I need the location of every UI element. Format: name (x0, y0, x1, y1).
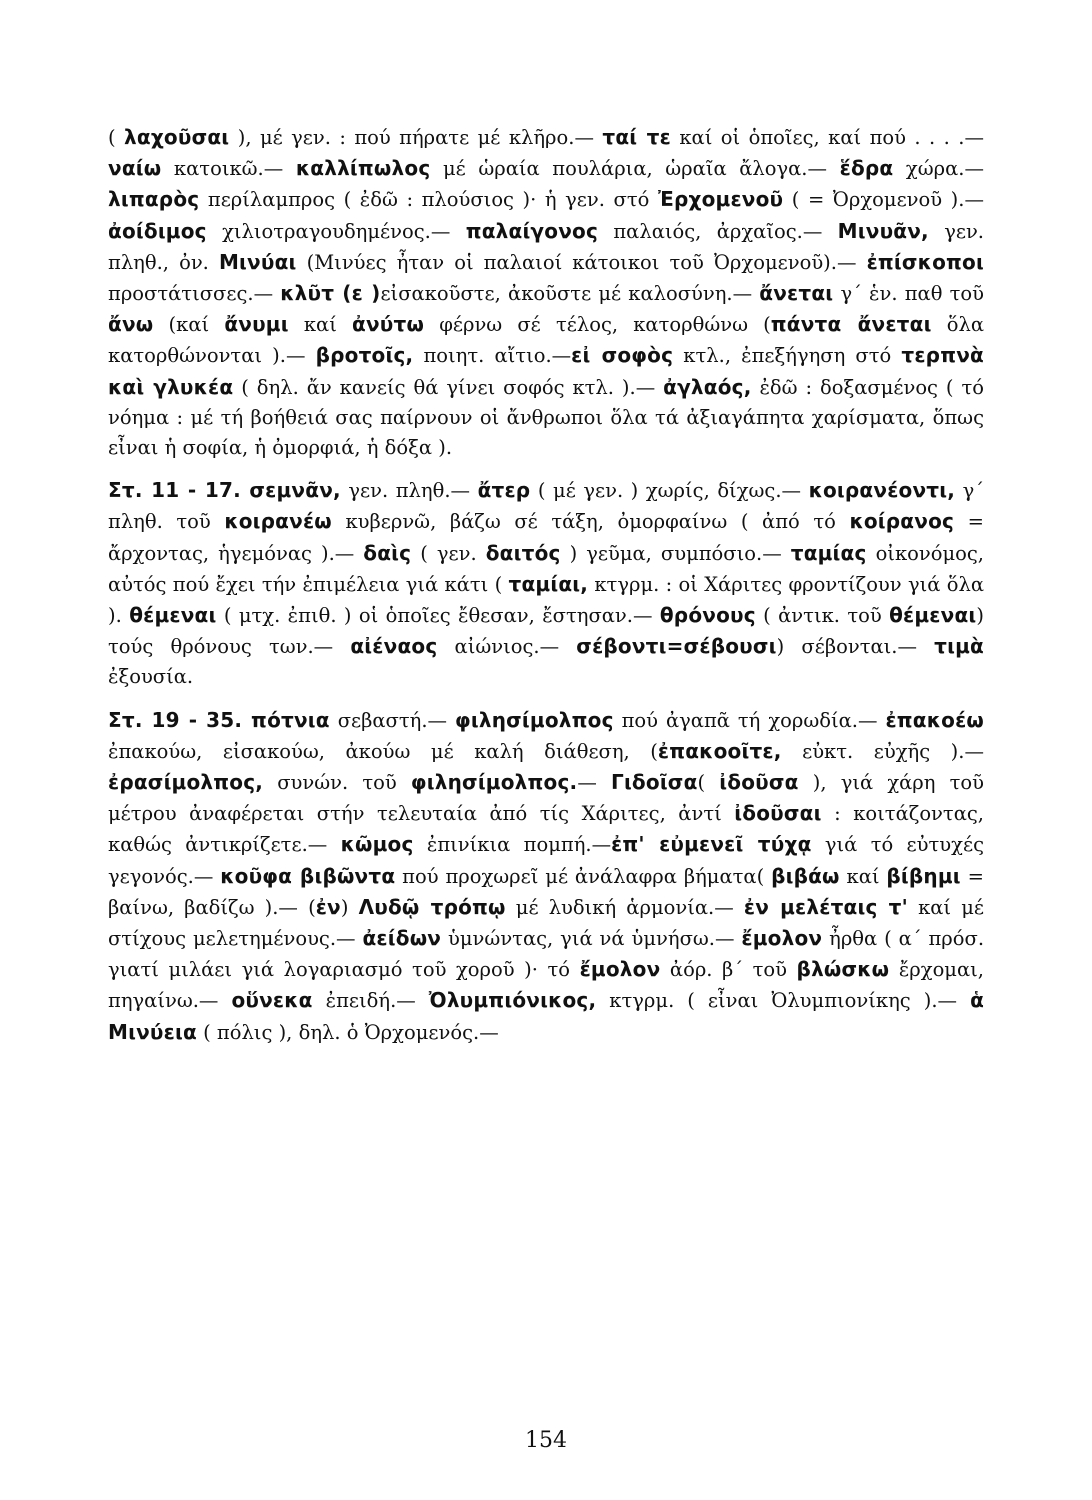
gloss-text: (καί (153, 313, 225, 337)
gloss-text: ) γεῦμα, συμπόσιο.— (560, 541, 791, 565)
headword: ἔμολον (579, 957, 661, 982)
headword: ἀνύτω (352, 312, 425, 337)
gloss-text: γεν. πληθ.— (340, 479, 478, 503)
headword: ἐπακοοῖτε, (657, 738, 782, 763)
headword: πάντα ἄνεται (770, 312, 932, 337)
headword: βίβημι (886, 863, 961, 888)
gloss-text: ( πόλις ), δηλ. ὁ Ὀρχομενός.— (196, 1020, 499, 1044)
headword: κοῦφα βιβῶντα (220, 863, 396, 888)
headword: Ἐρχομενοῦ (657, 187, 784, 212)
headword: θέμεναι (889, 603, 977, 628)
gloss-text: γιά τό εὐτυχές γεγονός.— (108, 833, 991, 888)
gloss-text: ( ἀντικ. τοῦ (755, 604, 890, 628)
headword: εἰ σοφὸς (571, 343, 674, 368)
headword: καλλίπωλος (295, 156, 431, 181)
gloss-text: συνών. τοῦ (263, 771, 411, 795)
paragraph-verses-11-17 (108, 475, 991, 692)
headword: ἄνυμι (224, 312, 289, 337)
headword: οὕνεκα (231, 988, 313, 1013)
headword: δαὶς (363, 540, 412, 565)
headword: βιβάω (771, 863, 840, 888)
gloss-text: εἰσακοῦστε, ἀκοῦστε μέ καλοσύνη.— (380, 282, 760, 306)
headword: ἀείδων (362, 926, 442, 951)
headword: ἄτερ (477, 478, 531, 503)
gloss-text: ), γιά χάρη τοῦ μέτρου ἀναφέρεται στήν τελευταία ἀπό τίς Χάριτες, ἀντί (108, 771, 991, 826)
headword: ἐπίσκοποι (866, 249, 984, 274)
headword: αἰέναος (350, 634, 438, 659)
headword: Στ. 11 - 17. σεμνᾶν, (108, 478, 341, 503)
headword: βροτοῖς, (315, 343, 414, 368)
headword: Στ. 19 - 35. πότνια (108, 707, 330, 732)
headword: κῶμος (340, 832, 414, 857)
headword: ταμίας (790, 540, 867, 565)
gloss-text: καί οἱ ὁποῖες, καί πού . . . .— (670, 126, 991, 149)
headword: φιλησίμολπος. (410, 770, 578, 795)
gloss-text: μέ ὡραία πουλάρια, ὡραῖα ἄλογα.— (430, 157, 840, 181)
gloss-text: καί μέ στίχους μελετημένους.— (108, 895, 991, 951)
headword: κοίρανος (849, 509, 955, 534)
headword: ταμίαι, (508, 571, 589, 596)
headword: ἐν (315, 894, 341, 919)
gloss-text: = βαίνω, βαδίζω ).— ( (108, 864, 991, 919)
gloss-text: χιλιοτραγουδημένος.— (206, 219, 466, 243)
gloss-text: ( γεν. (411, 541, 486, 565)
gloss-text: κατοικῶ.— (161, 157, 296, 181)
gloss-text: ἐπακούω, εἰσακούω, ἀκούω μέ καλή διάθεση, ( (108, 708, 991, 763)
headword: λαχοῦσαι (124, 125, 230, 149)
headword: Γιδοῖσα (611, 770, 698, 795)
headword: ἐπ' εὐμενεῖ τύχᾳ (611, 832, 812, 857)
headword: φιλησίμολπος (455, 707, 614, 732)
gloss-text: ), μέ γεν. : πού πήρατε μέ κλῆρο.— (229, 126, 603, 149)
headword: θέμεναι (129, 603, 217, 628)
gloss-text: ἐπινίκια πομπή.— (413, 833, 612, 857)
gloss-text: ὑμνώντας, γιά νά ὑμνήσω.— (441, 927, 742, 951)
headword: Λυδῷ τρόπῳ (358, 894, 506, 919)
gloss-text: ἦρθα ( α΄ πρόσ. γιατί μιλάει γιά λογαριασμό τοῦ χοροῦ )· τό (108, 927, 991, 982)
gloss-text: κτγρμ. ( εἶναι Ὀλυμπιονίκης ).— (596, 989, 971, 1013)
gloss-text: καί (839, 864, 887, 888)
gloss-text: κυβερνῶ, βάζω σέ τάξη, ὀμορφαίνω ( ἀπό τό (331, 510, 850, 534)
gloss-text: ) τούς θρόνους των.— (108, 604, 991, 659)
gloss-text: φέρνω σέ τέλος, κατορθώνω ( (424, 313, 771, 337)
gloss-text: ( (697, 771, 720, 795)
headword: κοιρανέοντι, (808, 478, 956, 503)
headword: ἰδοῦσα (719, 770, 799, 795)
gloss-text: ( μέ γεν. ) χωρίς, δίχως.— (530, 479, 809, 503)
headword: τιμὰ (934, 634, 984, 659)
headword: ἀοίδιμος (108, 218, 207, 243)
headword: ἄνεται (759, 281, 834, 306)
headword: τερπνὰ καὶ γλυκέα (108, 343, 984, 399)
gloss-text: πού προχωρεῖ μέ ἀνάλαφρα βήματα( (395, 864, 772, 888)
gloss-text: ἐπειδή.— (312, 989, 429, 1013)
gloss-text: γεν. πληθ., ὀν. (108, 219, 991, 274)
gloss-text: πού ἀγαπᾶ τή χορωδία.— (613, 708, 886, 732)
gloss-text: γ΄ ἑν. παθ τοῦ (833, 282, 991, 306)
gloss-text: γ΄ πληθ. τοῦ (108, 479, 991, 534)
headword: κλῦτ (ε ) (280, 281, 381, 306)
gloss-text: ( δηλ. ἄν κανείς θά γίνει σοφός κτλ. ).— (233, 375, 664, 399)
gloss-text: ) (340, 895, 359, 919)
gloss-text: μέ λυδική ἁρμονία.— (505, 895, 744, 919)
headword: Μινύαι (218, 249, 297, 274)
headword: Ὀλυμπιόνικος, (428, 988, 597, 1013)
headword: ἐπακοέω (885, 707, 985, 732)
gloss-text: καί (288, 313, 353, 337)
headword: βλώσκω (796, 957, 890, 982)
gloss-text: κτγρμ. : οἱ Χάριτες φροντίζουν γιά ὅλα ). (108, 572, 991, 628)
gloss-text: ) σέβονται.— (776, 635, 935, 659)
gloss-text: ἐξουσία. (108, 635, 991, 689)
headword: ναίω (108, 156, 162, 181)
headword: ἁ Μινύεια (108, 988, 985, 1044)
gloss-text: ποιητ. αἴτιο.— (413, 344, 572, 368)
gloss-text: (Μινύες ἦταν οἱ παλαιοί κάτοικοι τοῦ Ὀρχομενοῦ).— (296, 250, 867, 274)
headword: ἐρασίμολπος, (108, 770, 264, 795)
headword: ἰδοῦσαι (734, 801, 822, 826)
gloss-text: αἰώνιος.— (437, 635, 577, 659)
gloss-text: = ἄρχοντας, ἡγεμόνας ).— (108, 510, 991, 565)
paragraph-intro (108, 122, 991, 463)
gloss-text: ὅλα κατορθώνονται ).— (108, 313, 991, 368)
gloss-text: παλαιός, ἀρχαῖος.— (598, 219, 838, 243)
gloss-text: οἰκονόμος, αὐτός πού ἔχει τήν ἐπιμέλεια γιά κάτι ( (108, 541, 991, 596)
gloss-text: εὐκτ. εὐχῆς ).— (781, 739, 991, 763)
headword: Μινυᾶν, (837, 218, 929, 243)
headword: λιπαρὸς (108, 187, 200, 212)
headword: σέβοντι=σέβουσι (576, 634, 777, 659)
gloss-text: προστάτισσες.— (108, 250, 991, 306)
headword: ἔμολον (741, 926, 823, 951)
paragraph-verses-19-35 (108, 705, 991, 1048)
headword: ταί τε (602, 125, 671, 149)
page-number: 154 (525, 1428, 567, 1453)
headword: ἄνω (108, 312, 154, 337)
gloss-text: κτλ., ἐπεξήγηση στό (673, 344, 902, 368)
gloss-text: — (577, 771, 611, 795)
commentary-text (108, 122, 991, 1048)
headword: ἐν μελέταις τ' (743, 894, 908, 919)
gloss-text: ( = Ὀρχομενοῦ ).— (783, 188, 991, 212)
headword: ἀγλαός, (663, 374, 752, 399)
headword: θρόνους (659, 603, 756, 628)
headword: παλαίγονος (465, 218, 599, 243)
headword: κοιρανέω (224, 509, 332, 534)
gloss-text: σεβαστή.— (329, 708, 455, 732)
headword: δαιτός (485, 540, 561, 565)
gloss-text: χώρα.— (893, 157, 991, 181)
gloss-text: ( μτχ. ἐπιθ. ) οἱ ὁποῖες ἔθεσαν, ἔστησαν.— (216, 604, 660, 628)
gloss-text: ( (108, 126, 125, 149)
gloss-text: ἐδῶ : δοξασμένος ( τό νόημα : μέ τή βοήθειά σας παίρνουν οἱ ἄνθρωποι ὅλα τά ἀξιαγάπητα χαρίσματα, ὅπως εἶναι ἡ σοφία, ἡ ὀμορφιά, ἡ δόξα ). (108, 375, 991, 460)
headword: ἕδρα (839, 156, 894, 181)
gloss-text: : κοιτάζοντας, καθώς ἀντικρίζετε.— (108, 802, 991, 857)
gloss-text: ἔρχομαι, πηγαίνω.— (108, 958, 991, 1013)
gloss-text: ἀόρ. β΄ τοῦ (660, 958, 797, 982)
gloss-text: περίλαμπρος ( ἐδῶ : πλούσιος )· ἡ γεν. στό (199, 188, 658, 212)
